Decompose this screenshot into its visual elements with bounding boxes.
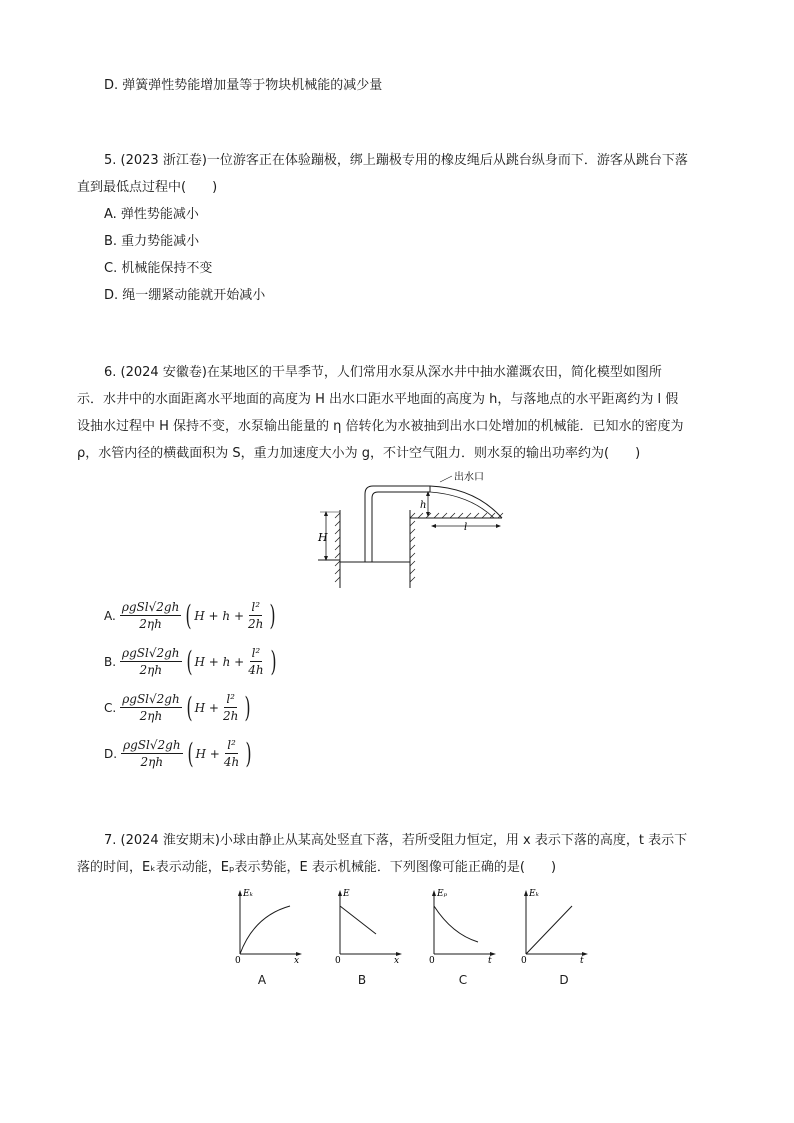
q4-option-d: D. 弹簧弹性势能增加量等于物块机械能的减少量 bbox=[104, 78, 383, 93]
graph-c-label: C bbox=[458, 973, 468, 987]
label-outlet: 出水口 bbox=[454, 472, 484, 483]
frac-denominator: 2h bbox=[248, 617, 264, 631]
q6-option-a: A. $\frac{\text{ρgSl√2gh}}{2\eta h}$ ( H + h + $\frac{\text{l²}}{2h}$ ) bbox=[104, 598, 276, 632]
term-prefix: H + h + bbox=[194, 608, 244, 623]
q5-stem-line1: 5. (2023 浙江卷)一位游客正在体验蹦极，绑上蹦极专用的橡皮绳后从跳台纵身而下．游客从跳台下落 bbox=[104, 153, 688, 168]
term-prefix: H + bbox=[195, 746, 220, 761]
q7-stem-line1: 7. (2024 淮安期末)小球由静止从某高处竖直下落，若所受阻力恒定，用 x 表示下落的高度，t 表示下 bbox=[104, 833, 688, 848]
q5-option-c: C. 机械能保持不变 bbox=[104, 261, 213, 276]
frac-numerator: l² bbox=[251, 646, 261, 660]
axis-y-label: Eₖ bbox=[529, 889, 539, 899]
origin-label: 0 bbox=[521, 956, 527, 964]
q6-stem-line3: 设抽水过程中 H 保持不变，水泵输出能量的 η 倍转化为水被抽到出水口处增加的机械能．已知水的密度为 bbox=[77, 419, 684, 434]
q5-option-b: B. 重力势能减小 bbox=[104, 234, 200, 249]
option-letter: D. bbox=[104, 746, 118, 761]
label-l: l bbox=[464, 522, 468, 533]
q6-stem-line2: 示．水井中的水面距离水平地面的高度为 H 出水口距水平地面的高度为 h，与落地点的水平距离约为 l 假 bbox=[77, 392, 679, 407]
label-h: h bbox=[420, 500, 427, 511]
q5-stem-line2: 直到最低点过程中( ) bbox=[77, 180, 218, 195]
option-letter: B. bbox=[104, 654, 117, 669]
q6-stem-line4: ρ，水管内径的横截面积为 S，重力加速度大小为 g，不计空气阻力．则水泵的输出功率约为( ) bbox=[77, 446, 641, 461]
axis-x-label: t bbox=[580, 956, 584, 964]
coef-denominator: 2ηh bbox=[139, 617, 162, 631]
frac-denominator: 4h bbox=[248, 663, 264, 677]
frac-denominator: 2h bbox=[222, 709, 239, 723]
coef-denominator: 2ηh bbox=[139, 663, 163, 677]
coef-denominator: 2ηh bbox=[139, 709, 163, 723]
axis-x-label: x bbox=[394, 956, 400, 964]
graph-b bbox=[328, 884, 408, 964]
pump-well-diagram bbox=[310, 470, 530, 590]
option-letter: C. bbox=[104, 700, 117, 715]
coef-denominator: 2ηh bbox=[140, 755, 164, 769]
axis-x-label: t bbox=[488, 956, 492, 964]
option-letter: A. bbox=[104, 608, 116, 623]
graph-b-label: B bbox=[357, 973, 367, 987]
q6-stem-line1: 6. (2024 安徽卷)在某地区的干旱季节，人们常用水泵从深水井中抽水灌溉农田，简化模型如图所 bbox=[104, 365, 662, 380]
label-H: H bbox=[318, 531, 328, 544]
q6-option-c: C. $\frac{\text{ρgSl√2gh}}{2\eta h}$ ( H + $\frac{\text{l²}}{2h}$ ) bbox=[104, 690, 251, 724]
graph-d bbox=[514, 884, 594, 964]
coef-numerator: ρgSl√2gh bbox=[122, 692, 180, 706]
frac-numerator: l² bbox=[226, 692, 235, 706]
axis-y-label: Eₖ bbox=[243, 889, 253, 899]
term-prefix: H + bbox=[194, 700, 219, 715]
origin-label: 0 bbox=[335, 956, 341, 964]
graph-a bbox=[228, 884, 308, 964]
graph-a-label: A bbox=[257, 973, 267, 987]
q7-stem-line2: 落的时间，Eₖ表示动能，Eₚ表示势能，E 表示机械能．下列图像可能正确的是( ) bbox=[77, 860, 557, 875]
q5-option-a: A. 弹性势能减小 bbox=[104, 207, 199, 222]
origin-label: 0 bbox=[429, 956, 435, 964]
axis-x-label: x bbox=[294, 956, 300, 964]
frac-numerator: l² bbox=[227, 738, 236, 752]
coef-numerator: ρgSl√2gh bbox=[123, 738, 181, 752]
frac-numerator: l² bbox=[251, 600, 261, 614]
term-prefix: H + h + bbox=[194, 654, 245, 669]
coef-numerator: ρgSl√2gh bbox=[121, 600, 180, 614]
graph-c bbox=[422, 884, 502, 964]
graph-d-label: D bbox=[559, 973, 569, 987]
axis-y-label: Eₚ bbox=[437, 889, 448, 899]
q5-option-d: D. 绳一绷紧动能就开始减小 bbox=[104, 288, 266, 303]
axis-y-label: E bbox=[343, 889, 350, 899]
q6-option-d: D. $\frac{\text{ρgSl√2gh}}{2\eta h}$ ( H + $\frac{\text{l²}}{4h}$ ) bbox=[104, 736, 252, 770]
q6-option-b: B. $\frac{\text{ρgSl√2gh}}{2\eta h}$ ( H + h + $\frac{\text{l²}}{4h}$ ) bbox=[104, 644, 277, 678]
frac-denominator: 4h bbox=[223, 755, 240, 769]
origin-label: 0 bbox=[235, 956, 241, 964]
coef-numerator: ρgSl√2gh bbox=[122, 646, 180, 660]
